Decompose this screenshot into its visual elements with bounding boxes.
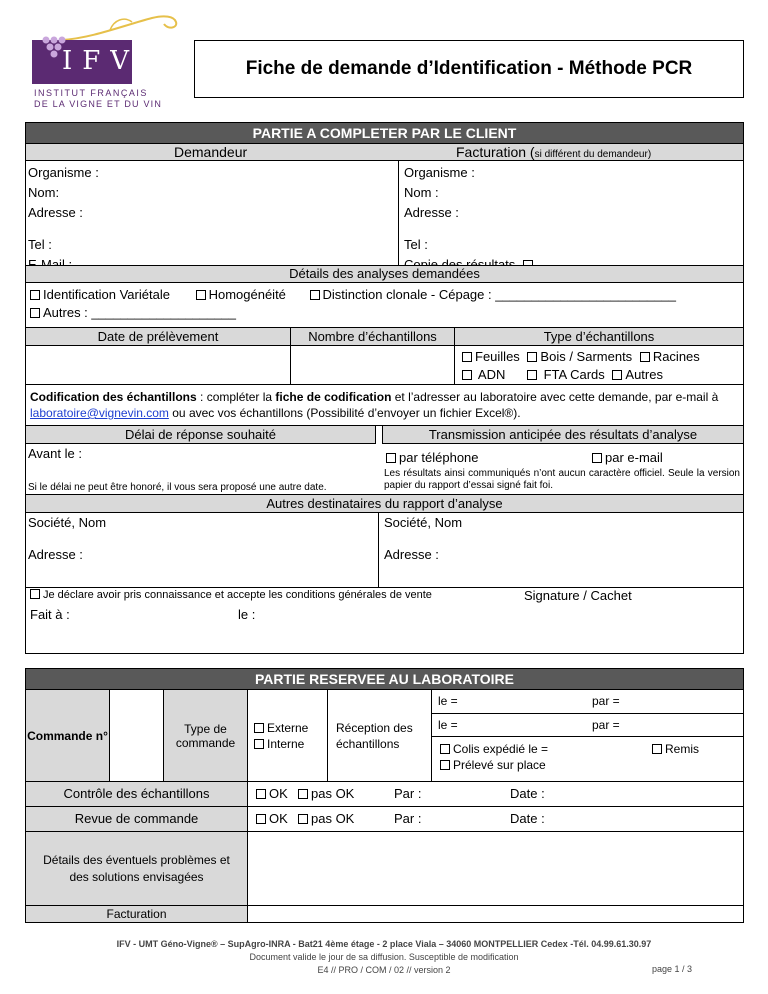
controle-par[interactable]: Par : (394, 786, 422, 801)
reception-details (432, 689, 743, 781)
vine-swirl-icon (52, 8, 182, 44)
fact-nom[interactable]: Nom : (404, 185, 439, 200)
date-cell[interactable] (26, 346, 291, 385)
type-autres[interactable]: Autres (612, 367, 663, 382)
dest-divider (378, 513, 379, 587)
revue-row (248, 806, 743, 831)
labo-section (25, 668, 744, 923)
field-nom[interactable]: Nom: (28, 185, 60, 200)
reception-label: Réception des échantillons (328, 689, 432, 781)
lab-email-link[interactable]: laboratoire@vignevin.com (30, 406, 169, 420)
delai-header: Délai de réponse souhaité (26, 426, 376, 444)
col-type-header: Type d’échantillons (455, 328, 743, 346)
reception-le-1[interactable]: le = (438, 694, 458, 708)
type-cell (462, 348, 700, 384)
opt-autres[interactable]: Autres : ____________________ (30, 304, 745, 322)
details-pb-label: Détails des éventuels problèmes et des solutions envisagées (26, 831, 248, 905)
signature-label: Signature / Cachet (524, 588, 632, 603)
column-divider (398, 161, 399, 265)
type-commande-options (248, 689, 328, 781)
details-options (30, 286, 745, 322)
opt-homogeneite[interactable]: Homogénéité (196, 287, 286, 302)
opt-interne[interactable]: Interne (254, 736, 327, 752)
client-header: PARTIE A COMPLETER PAR LE CLIENT (26, 123, 743, 143)
par-email[interactable]: par e-mail (592, 450, 663, 465)
logo-line1: INSTITUT FRANÇAIS (34, 88, 148, 98)
facturation-title: Facturation (si différent du demandeur) (456, 144, 652, 160)
dest2-adresse[interactable]: Adresse : (384, 547, 439, 562)
reception-par-2[interactable]: par = (592, 718, 620, 732)
type-bois[interactable]: Bois / Sarments (527, 349, 632, 364)
dest2-societe[interactable]: Société, Nom (384, 515, 463, 530)
col-nombre-header: Nombre d’échantillons (291, 328, 455, 346)
demandeur-fields (28, 163, 99, 275)
dest1-adresse[interactable]: Adresse : (28, 547, 83, 562)
field-tel[interactable]: Tel : (28, 237, 52, 252)
revue-date[interactable]: Date : (510, 811, 545, 826)
field-adresse[interactable]: Adresse : (28, 205, 83, 220)
commande-label: Commande n° (26, 689, 110, 781)
fait-a[interactable]: Fait à : (30, 607, 70, 622)
samples-table (26, 327, 743, 385)
footer-address: IFV - UMT Géno-Vigne® – SupAgro-INRA - Bat21 4ème étage - 2 place Viala – 34060 MONTPELLIER Cedex -Tél. 04.99.61.30.97 (116, 939, 652, 949)
revue-pas-ok[interactable]: pas OK (298, 807, 354, 831)
page-title: Fiche de demande d’Identification - Méthode PCR (245, 58, 693, 79)
type-fta[interactable]: FTA Cards (527, 367, 605, 382)
revue-ok[interactable]: OK (256, 807, 288, 831)
par-telephone[interactable]: par téléphone (386, 450, 479, 465)
page-number: page 1 / 3 (652, 964, 693, 974)
details-header: Détails des analyses demandées (26, 265, 743, 283)
controle-ok[interactable]: OK (256, 782, 288, 806)
footer-version: E4 // PRO / COM / 02 // version 2 (317, 965, 451, 975)
facturation-label: Facturation (26, 905, 248, 922)
dest1-societe[interactable]: Société, Nom (28, 515, 107, 530)
logo-letters: IFV (62, 46, 140, 76)
transmission-header: Transmission anticipée des résultats d’analyse (382, 426, 743, 444)
controle-row (248, 781, 743, 806)
type-racines[interactable]: Racines (640, 349, 700, 364)
delai-block (26, 425, 743, 495)
fact-adresse[interactable]: Adresse : (404, 205, 459, 220)
opt-distinction[interactable]: Distinction clonale - Cépage : _________________________ (310, 287, 676, 302)
nombre-cell[interactable] (291, 346, 455, 385)
remis[interactable]: Remis (652, 742, 699, 756)
commande-value[interactable] (110, 689, 164, 781)
footer-validity: Document valide le jour de sa diffusion. Susceptible de modification (249, 952, 519, 962)
opt-externe[interactable]: Externe (254, 720, 327, 736)
labo-header: PARTIE RESERVEE AU LABORATOIRE (26, 669, 743, 689)
delai-note: Si le délai ne peut être honoré, il vous sera proposé une autre date. (28, 482, 327, 493)
controle-date[interactable]: Date : (510, 786, 545, 801)
controle-pas-ok[interactable]: pas OK (298, 782, 354, 806)
colis-expedie[interactable]: Colis expédié le = (440, 742, 548, 756)
revue-par[interactable]: Par : (394, 811, 422, 826)
field-organisme[interactable]: Organisme : (28, 165, 99, 180)
type-commande-label: Type de commande (164, 689, 248, 781)
logo-line2: DE LA VIGNE ET DU VIN (34, 99, 163, 109)
facturation-fields (404, 163, 536, 275)
controle-label: Contrôle des échantillons (26, 781, 248, 806)
client-section (25, 122, 744, 654)
fact-organisme[interactable]: Organisme : (404, 165, 475, 180)
title-box (194, 40, 744, 98)
autres-dest-header: Autres destinataires du rapport d’analyse (26, 495, 743, 513)
declaration-row (26, 587, 743, 588)
transmission-note: Les résultats ainsi communiqués n’ont aucun caractère officiel. Seule la version papier du rapport d’essai signé fait foi. (384, 468, 740, 491)
codification-text: Codification des échantillons : compléter la fiche de codification et l’adresser au laboratoire avec cette demande, par e-mail à laboratoire@vignevin.com ou avec vos échantillons (Possibilité d’envoyer un fichier Excel®). (30, 390, 719, 420)
avant-le[interactable]: Avant le : (28, 446, 82, 461)
revue-label: Revue de commande (26, 806, 248, 831)
col-date-header: Date de prélèvement (26, 328, 291, 346)
ifv-logo (22, 8, 182, 108)
reception-par-1[interactable]: par = (592, 694, 620, 708)
le-date[interactable]: le : (238, 607, 256, 622)
facturation-value[interactable] (248, 905, 743, 922)
type-adn[interactable]: ADN (462, 367, 505, 382)
demandeur-title: Demandeur (174, 144, 248, 160)
details-pb-value[interactable] (248, 831, 743, 905)
reception-le-2[interactable]: le = (438, 718, 458, 732)
opt-identification[interactable]: Identification Variétale (30, 287, 170, 302)
preleve-sur-place[interactable]: Prélevé sur place (440, 758, 546, 772)
fact-tel[interactable]: Tel : (404, 237, 428, 252)
type-feuilles[interactable]: Feuilles (462, 349, 520, 364)
declare-checkbox[interactable]: Je déclare avoir pris connaissance et accepte les conditions générales de vente (30, 589, 432, 601)
